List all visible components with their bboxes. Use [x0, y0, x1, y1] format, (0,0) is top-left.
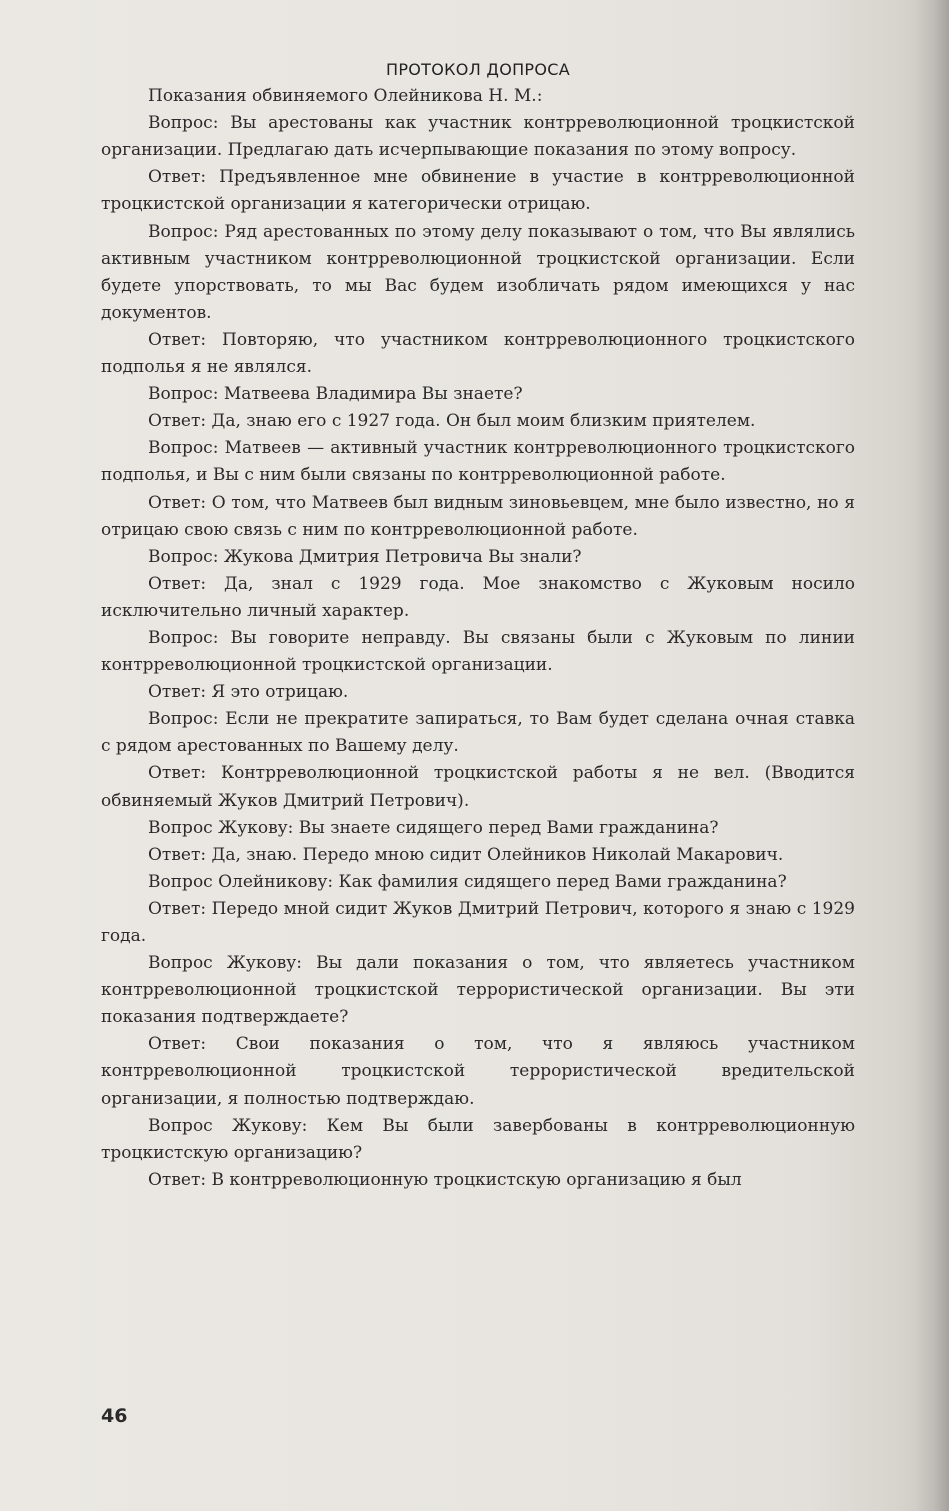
binding-shadow — [915, 0, 949, 1511]
paragraph: Ответ: Да, знал с 1929 года. Мое знакомство с Жуковым носило исключительно личный характер. — [101, 573, 855, 621]
paragraph: Вопрос: Если не прекратите запираться, то Вам будет сделана очная ставка с рядом арестованных по Вашему делу. — [101, 709, 855, 757]
paragraph: Вопрос: Вы арестованы как участник контрреволюционной троцкистской организации. Предлагаю дать исчерпывающие показания по этому вопросу. — [101, 113, 855, 161]
paragraph: Ответ: Я это отрицаю. — [148, 682, 349, 703]
paragraph: Ответ: О том, что Матвеев был видным зиновьевцем, мне было известно, но я отрицаю свою связь с ним по контрреволюционной работе. — [101, 492, 855, 540]
paragraph: Ответ: Предъявленное мне обвинение в участие в контрреволюционной троцкистской организации я категорически отрицаю. — [101, 167, 855, 215]
document-title: ПРОТОКОЛ ДОПРОСА — [386, 60, 570, 79]
paragraph: Вопрос: Вы говорите неправду. Вы связаны были с Жуковым по линии контрреволюционной троцкистской организации. — [101, 627, 855, 676]
text-block — [101, 56, 855, 1194]
paragraph: Вопрос: Жукова Дмитрия Петровича Вы знали? — [148, 546, 582, 567]
paragraph: Ответ: Передо мной сидит Жуков Дмитрий Петрович, которого я знаю с 1929 года. — [101, 898, 855, 946]
page-number: 46 — [101, 1405, 128, 1427]
paragraph: Ответ: Повторяю, что участником контрреволюционного троцкистского подполья я не являлся. — [101, 329, 855, 378]
paragraph: Ответ: Контрреволюционной троцкистской работы я не вел. (Вводится обвиняемый Жуков Дмитрий Петрович). — [101, 763, 855, 811]
paragraph: Вопрос Жукову: Вы знаете сидящего перед Вами гражданина? — [148, 817, 719, 838]
paragraph: Вопрос: Матвеев — активный участник контрреволюционного троцкистского подполья, и Вы с ним были связаны по контрреволюционной работе. — [101, 438, 855, 486]
paragraph: Ответ: Свои показания о том, что я являюсь участником контрреволюционной троцкистской террористической вредительской организации, я полностью подтверждаю. — [101, 1034, 855, 1109]
paragraph-intro: Показания обвиняемого Олейникова Н. М.: — [148, 86, 543, 107]
paragraph: Ответ: Да, знаю. Передо мною сидит Олейников Николай Макарович. — [148, 844, 784, 865]
paragraph: Вопрос: Ряд арестованных по этому делу показывают о том, что Вы являлись активным участником контрреволюционной троцкистской организации. Если будете упорствовать, то мы Вас будем изобличать рядом имеющихся у нас документов. — [101, 221, 855, 323]
paragraph: Вопрос Жукову: Вы дали показания о том, что являетесь участником контрреволюционной троцкистской террористической организации. Вы эти показания подтверждаете? — [101, 953, 855, 1028]
paragraph: Вопрос: Матвеева Владимира Вы знаете? — [148, 384, 523, 405]
paragraph: Ответ: В контрреволюционную троцкистскую организацию я был — [148, 1169, 742, 1190]
paragraph: Вопрос Жукову: Кем Вы были завербованы в контрреволюционную троцкистскую организацию? — [101, 1115, 855, 1163]
paragraph: Ответ: Да, знаю его с 1927 года. Он был моим близким приятелем. — [148, 411, 756, 432]
paragraph: Вопрос Олейникову: Как фамилия сидящего перед Вами гражданина? — [148, 871, 787, 892]
